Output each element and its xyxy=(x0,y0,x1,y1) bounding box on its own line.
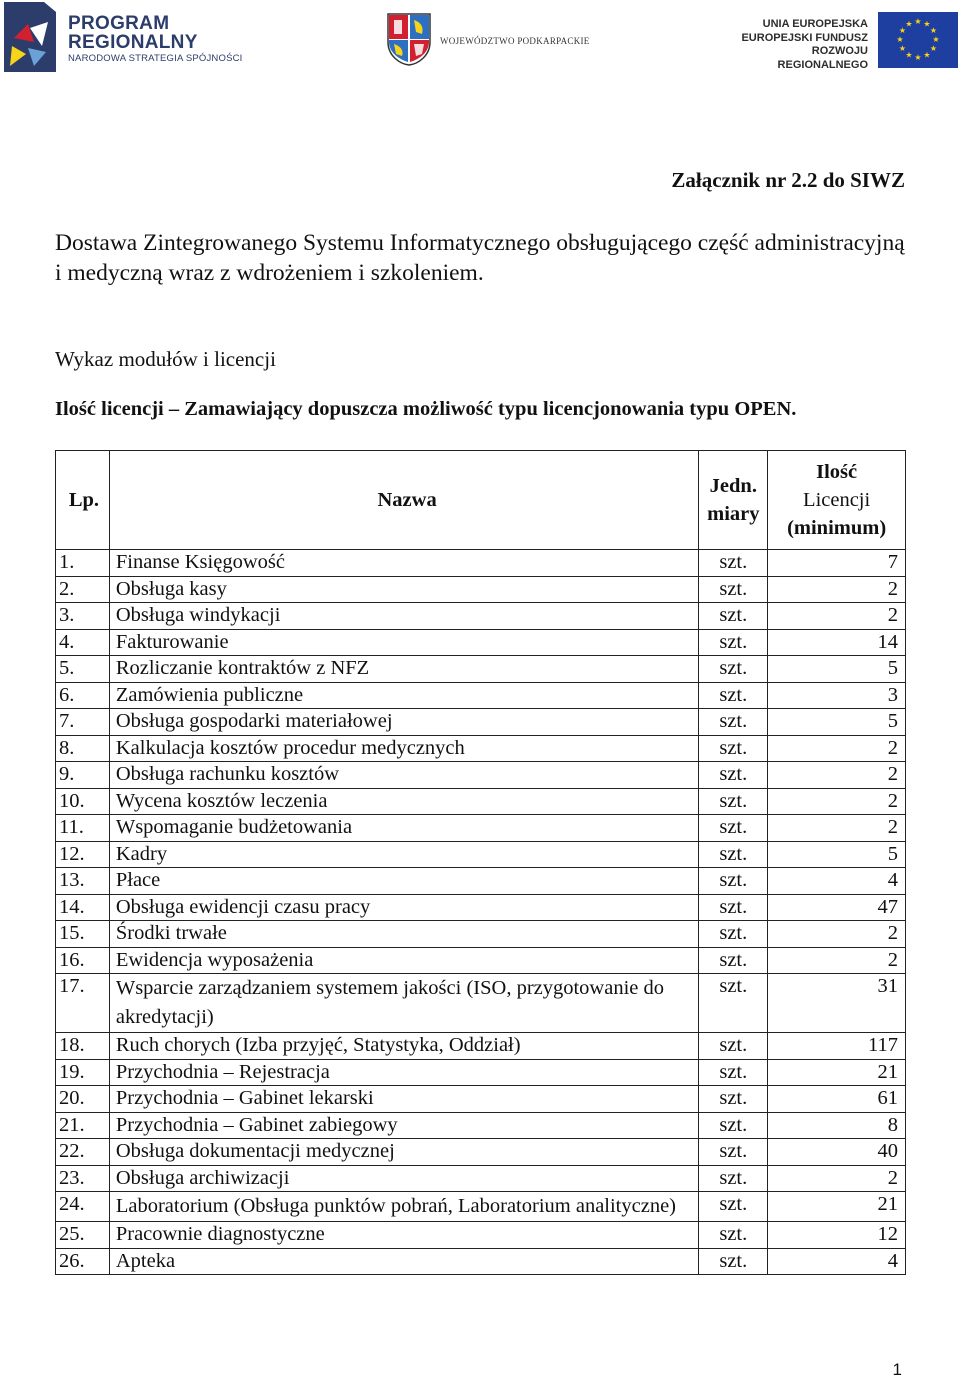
row-number: 22. xyxy=(56,1139,110,1166)
row-number: 4. xyxy=(56,629,110,656)
license-quantity: 2 xyxy=(768,735,906,762)
column-header-name: Nazwa xyxy=(109,451,699,550)
svg-text:★: ★ xyxy=(905,50,913,60)
module-name: Kalkulacja kosztów procedur medycznych xyxy=(109,735,699,762)
table-row xyxy=(56,1086,906,1113)
module-name: Przychodnia – Rejestracja xyxy=(109,1059,699,1086)
module-name: Wycena kosztów leczenia xyxy=(109,788,699,815)
module-name: Obsługa kasy xyxy=(109,576,699,603)
unit-of-measure: szt. xyxy=(699,1059,768,1086)
table-row xyxy=(56,603,906,630)
row-number: 3. xyxy=(56,603,110,630)
page-number: 1 xyxy=(892,1360,902,1379)
module-name: Wspomaganie budżetowania xyxy=(109,815,699,842)
table-row xyxy=(56,1033,906,1060)
module-name: Fakturowanie xyxy=(109,629,699,656)
module-name: Ruch chorych (Izba przyjęć, Statystyka, Oddział) xyxy=(109,1033,699,1060)
module-name: Pracownie diagnostyczne xyxy=(109,1222,699,1249)
unit-of-measure: szt. xyxy=(699,735,768,762)
unit-of-measure: szt. xyxy=(699,1248,768,1275)
license-quantity: 21 xyxy=(768,1192,906,1222)
row-number: 2. xyxy=(56,576,110,603)
column-header-unit xyxy=(699,451,768,550)
unit-of-measure: szt. xyxy=(699,682,768,709)
program-logo-subtitle: NARODOWA STRATEGIA SPÓJNOŚCI xyxy=(68,53,243,64)
license-quantity: 31 xyxy=(768,974,906,1033)
unit-of-measure: szt. xyxy=(699,1139,768,1166)
program-regionalny-logo xyxy=(4,2,243,74)
license-quantity: 2 xyxy=(768,815,906,842)
table-row xyxy=(56,1192,906,1222)
table-row xyxy=(56,576,906,603)
unit-of-measure: szt. xyxy=(699,894,768,921)
row-number: 12. xyxy=(56,841,110,868)
module-name: Przychodnia – Gabinet zabiegowy xyxy=(109,1112,699,1139)
svg-text:★: ★ xyxy=(932,35,940,44)
region-logo-label: WOJEWÓDZTWO PODKARPACKIE xyxy=(440,36,590,46)
module-name: Obsługa ewidencji czasu pracy xyxy=(109,894,699,921)
table-row xyxy=(56,788,906,815)
table-row xyxy=(56,709,906,736)
svg-text:★: ★ xyxy=(905,19,913,29)
module-name: Zamówienia publiczne xyxy=(109,682,699,709)
row-number: 16. xyxy=(56,947,110,974)
module-name: Obsługa windykacji xyxy=(109,603,699,630)
row-number: 7. xyxy=(56,709,110,736)
unit-of-measure: szt. xyxy=(699,868,768,895)
license-quantity: 40 xyxy=(768,1139,906,1166)
license-quantity: 2 xyxy=(768,921,906,948)
svg-text:★: ★ xyxy=(923,19,931,29)
table-row xyxy=(56,550,906,577)
unit-of-measure: szt. xyxy=(699,1112,768,1139)
row-number: 18. xyxy=(56,1033,110,1060)
row-number: 20. xyxy=(56,1086,110,1113)
row-number: 23. xyxy=(56,1165,110,1192)
eu-logo-line2: EUROPEJSKI FUNDUSZ xyxy=(741,31,868,44)
row-number: 21. xyxy=(56,1112,110,1139)
license-quantity: 117 xyxy=(768,1033,906,1060)
table-row xyxy=(56,1222,906,1249)
unit-of-measure: szt. xyxy=(699,656,768,683)
module-name: Kadry xyxy=(109,841,699,868)
module-name: Środki trwałe xyxy=(109,921,699,948)
license-quantity: 47 xyxy=(768,894,906,921)
table-row xyxy=(56,629,906,656)
unit-of-measure: szt. xyxy=(699,1033,768,1060)
table-row xyxy=(56,762,906,789)
list-title: Wykaz modułów i licencji xyxy=(55,347,276,371)
unit-of-measure: szt. xyxy=(699,629,768,656)
license-quantity: 8 xyxy=(768,1112,906,1139)
license-quantity: 5 xyxy=(768,656,906,683)
program-regionalny-emblem-icon xyxy=(4,2,56,72)
eu-logo-line1: UNIA EUROPEJSKA xyxy=(762,18,868,30)
row-number: 26. xyxy=(56,1248,110,1275)
table-row xyxy=(56,735,906,762)
table-row xyxy=(56,974,906,1033)
annex-label: Załącznik nr 2.2 do SIWZ xyxy=(671,168,905,192)
row-number: 19. xyxy=(56,1059,110,1086)
eu-fund-logo xyxy=(720,12,960,72)
table-row xyxy=(56,1112,906,1139)
row-number: 13. xyxy=(56,868,110,895)
wojewodztwo-podkarpackie-logo xyxy=(386,12,606,68)
row-number: 9. xyxy=(56,762,110,789)
table-row xyxy=(56,921,906,948)
license-quantity: 2 xyxy=(768,1165,906,1192)
table-row xyxy=(56,656,906,683)
table-row xyxy=(56,894,906,921)
column-header-unit-line1: Jedn. xyxy=(709,475,757,497)
unit-of-measure: szt. xyxy=(699,1222,768,1249)
column-header-qty-line1: Ilość xyxy=(816,461,858,483)
license-quantity: 2 xyxy=(768,576,906,603)
table-body xyxy=(56,550,906,1275)
column-header-qty-line2: Licencji xyxy=(803,489,871,511)
license-quantity: 2 xyxy=(768,762,906,789)
module-name: Apteka xyxy=(109,1248,699,1275)
program-logo-line2: REGIONALNY xyxy=(68,32,198,53)
module-name: Laboratorium (Obsługa punktów pobrań, Laboratorium analityczne) xyxy=(109,1192,699,1222)
modules-licenses-table xyxy=(55,450,906,1275)
row-number: 5. xyxy=(56,656,110,683)
license-quantity: 2 xyxy=(768,603,906,630)
license-quantity: 14 xyxy=(768,629,906,656)
program-logo-line1: PROGRAM xyxy=(68,13,170,34)
svg-text:★: ★ xyxy=(923,50,931,60)
module-name: Finanse Księgowość xyxy=(109,550,699,577)
license-quantity: 3 xyxy=(768,682,906,709)
subject-text: Dostawa Zintegrowanego Systemu Informatycznego obsługującego część administracyjną i medyczną wraz z wdrożeniem i szkoleniem. xyxy=(55,230,905,286)
column-header-unit-line2: miary xyxy=(707,503,760,525)
license-quantity: 21 xyxy=(768,1059,906,1086)
module-name: Przychodnia – Gabinet lekarski xyxy=(109,1086,699,1113)
svg-text:★: ★ xyxy=(914,53,922,62)
coat-of-arms-icon xyxy=(386,12,432,66)
svg-text:★: ★ xyxy=(898,44,907,53)
table-row xyxy=(56,1059,906,1086)
module-name: Obsługa dokumentacji medycznej xyxy=(109,1139,699,1166)
unit-of-measure: szt. xyxy=(699,550,768,577)
row-number: 24. xyxy=(56,1192,110,1222)
svg-text:★: ★ xyxy=(898,26,907,35)
row-number: 15. xyxy=(56,921,110,948)
row-number: 6. xyxy=(56,682,110,709)
license-quantity: 5 xyxy=(768,841,906,868)
unit-of-measure: szt. xyxy=(699,762,768,789)
module-name: Obsługa rachunku kosztów xyxy=(109,762,699,789)
row-number: 1. xyxy=(56,550,110,577)
column-header-lp: Lp. xyxy=(56,451,110,550)
unit-of-measure: szt. xyxy=(699,921,768,948)
row-number: 25. xyxy=(56,1222,110,1249)
license-quantity: 7 xyxy=(768,550,906,577)
license-quantity: 2 xyxy=(768,947,906,974)
table-row xyxy=(56,815,906,842)
row-number: 8. xyxy=(56,735,110,762)
unit-of-measure: szt. xyxy=(699,1192,768,1222)
license-quantity: 5 xyxy=(768,709,906,736)
svg-text:★: ★ xyxy=(896,35,904,44)
eu-flag-icon xyxy=(878,12,958,68)
license-quantity: 61 xyxy=(768,1086,906,1113)
unit-of-measure: szt. xyxy=(699,1165,768,1192)
module-name: Wsparcie zarządzaniem systemem jakości (ISO, przygotowanie do akredytacji) xyxy=(109,974,699,1033)
svg-text:★: ★ xyxy=(929,26,938,35)
unit-of-measure: szt. xyxy=(699,1086,768,1113)
svg-text:★: ★ xyxy=(914,17,922,26)
unit-of-measure: szt. xyxy=(699,709,768,736)
module-name: Obsługa archiwizacji xyxy=(109,1165,699,1192)
license-quantity: 4 xyxy=(768,868,906,895)
license-quantity: 2 xyxy=(768,788,906,815)
unit-of-measure: szt. xyxy=(699,788,768,815)
table-row xyxy=(56,1248,906,1275)
row-number: 10. xyxy=(56,788,110,815)
svg-text:★: ★ xyxy=(929,44,938,53)
table-row xyxy=(56,682,906,709)
module-name: Płace xyxy=(109,868,699,895)
license-quantity: 12 xyxy=(768,1222,906,1249)
unit-of-measure: szt. xyxy=(699,947,768,974)
unit-of-measure: szt. xyxy=(699,815,768,842)
license-quantity: 4 xyxy=(768,1248,906,1275)
unit-of-measure: szt. xyxy=(699,576,768,603)
unit-of-measure: szt. xyxy=(699,603,768,630)
table-row xyxy=(56,868,906,895)
table-header-row xyxy=(56,451,906,550)
table-row xyxy=(56,1139,906,1166)
column-header-qty-line3: (minimum) xyxy=(787,517,887,539)
license-note: Ilość licencji – Zamawiający dopuszcza możliwość typu licencjonowania typu OPEN. xyxy=(55,398,797,420)
row-number: 14. xyxy=(56,894,110,921)
table-row xyxy=(56,841,906,868)
column-header-quantity xyxy=(768,451,906,550)
table-row xyxy=(56,1165,906,1192)
eu-logo-line3: ROZWOJU REGIONALNEGO xyxy=(777,45,868,71)
unit-of-measure: szt. xyxy=(699,841,768,868)
module-name: Obsługa gospodarki materiałowej xyxy=(109,709,699,736)
module-name: Rozliczanie kontraktów z NFZ xyxy=(109,656,699,683)
module-name: Ewidencja wyposażenia xyxy=(109,947,699,974)
row-number: 11. xyxy=(56,815,110,842)
table-row xyxy=(56,947,906,974)
unit-of-measure: szt. xyxy=(699,974,768,1033)
row-number: 17. xyxy=(56,974,110,1033)
